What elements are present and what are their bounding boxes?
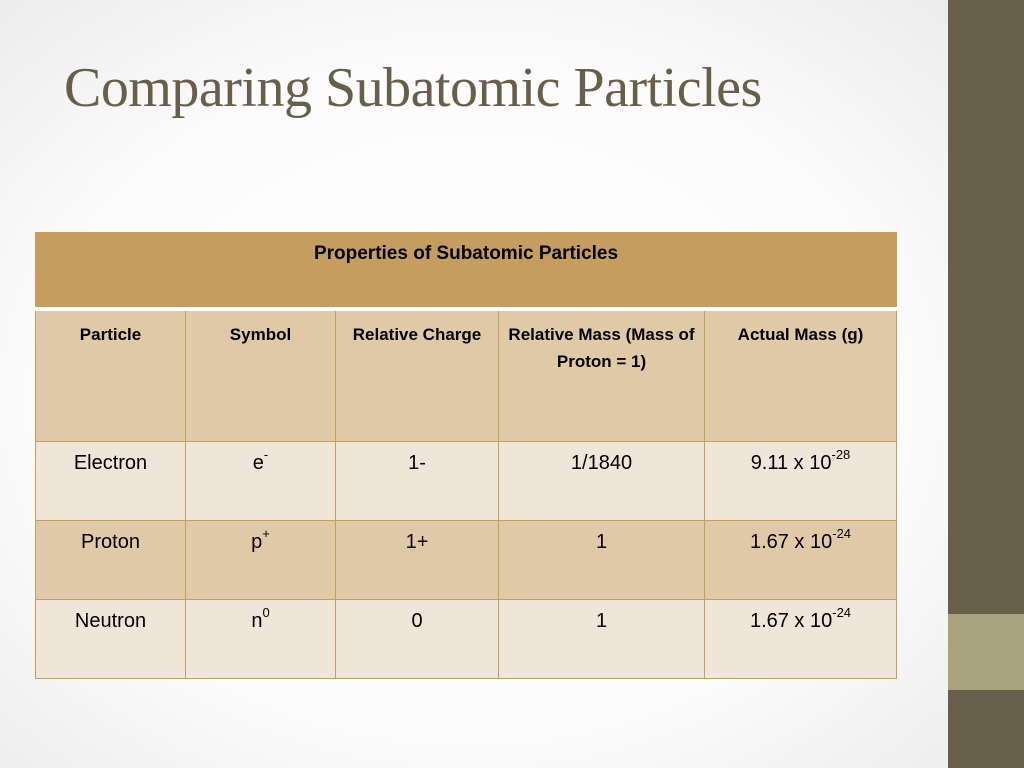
header-particle: Particle: [36, 309, 186, 442]
symbol-superscript: +: [262, 526, 270, 541]
cell-particle: Neutron: [36, 600, 186, 679]
cell-symbol: [186, 521, 336, 600]
symbol-base: p: [251, 531, 263, 553]
mass-base: 1.67 x 10: [749, 531, 833, 553]
cell-actual-mass: [705, 442, 897, 521]
cell-relative-charge: 1-: [336, 442, 499, 521]
cell-symbol: [186, 442, 336, 521]
cell-particle: Electron: [36, 442, 186, 521]
cell-relative-mass: 1/1840: [499, 442, 705, 521]
mass-exponent: -24: [832, 526, 852, 541]
header-actual-mass: Actual Mass (g): [705, 309, 897, 442]
subatomic-particles-table: [35, 232, 897, 679]
symbol-superscript: 0: [262, 605, 270, 620]
table-caption-row: [36, 233, 897, 310]
table-row-proton: [36, 521, 897, 600]
slide-title: Comparing Subatomic Particles: [64, 57, 762, 119]
cell-relative-charge: 0: [336, 600, 499, 679]
table-caption: Properties of Subatomic Particles: [36, 233, 897, 310]
symbol-superscript: -: [263, 447, 269, 462]
symbol-base: e: [252, 452, 264, 474]
cell-relative-charge: 1+: [336, 521, 499, 600]
cell-actual-mass: [705, 600, 897, 679]
cell-relative-mass: 1: [499, 600, 705, 679]
mass-exponent: -24: [832, 605, 852, 620]
header-relative-charge: Relative Charge: [336, 309, 499, 442]
mass-base: 1.67 x 10: [749, 610, 833, 632]
symbol-base: n: [251, 610, 263, 632]
cell-particle: Proton: [36, 521, 186, 600]
table-row-neutron: [36, 600, 897, 679]
mass-base: 9.11 x 10: [750, 452, 832, 474]
cell-actual-mass: [705, 521, 897, 600]
header-symbol: Symbol: [186, 309, 336, 442]
header-relative-mass: Relative Mass (Mass of Proton = 1): [499, 309, 705, 442]
cell-relative-mass: 1: [499, 521, 705, 600]
table-row-electron: [36, 442, 897, 521]
table-header-row: [36, 309, 897, 442]
decorative-sidebar-accent: [948, 614, 1024, 690]
cell-symbol: [186, 600, 336, 679]
mass-exponent: -28: [831, 447, 851, 462]
